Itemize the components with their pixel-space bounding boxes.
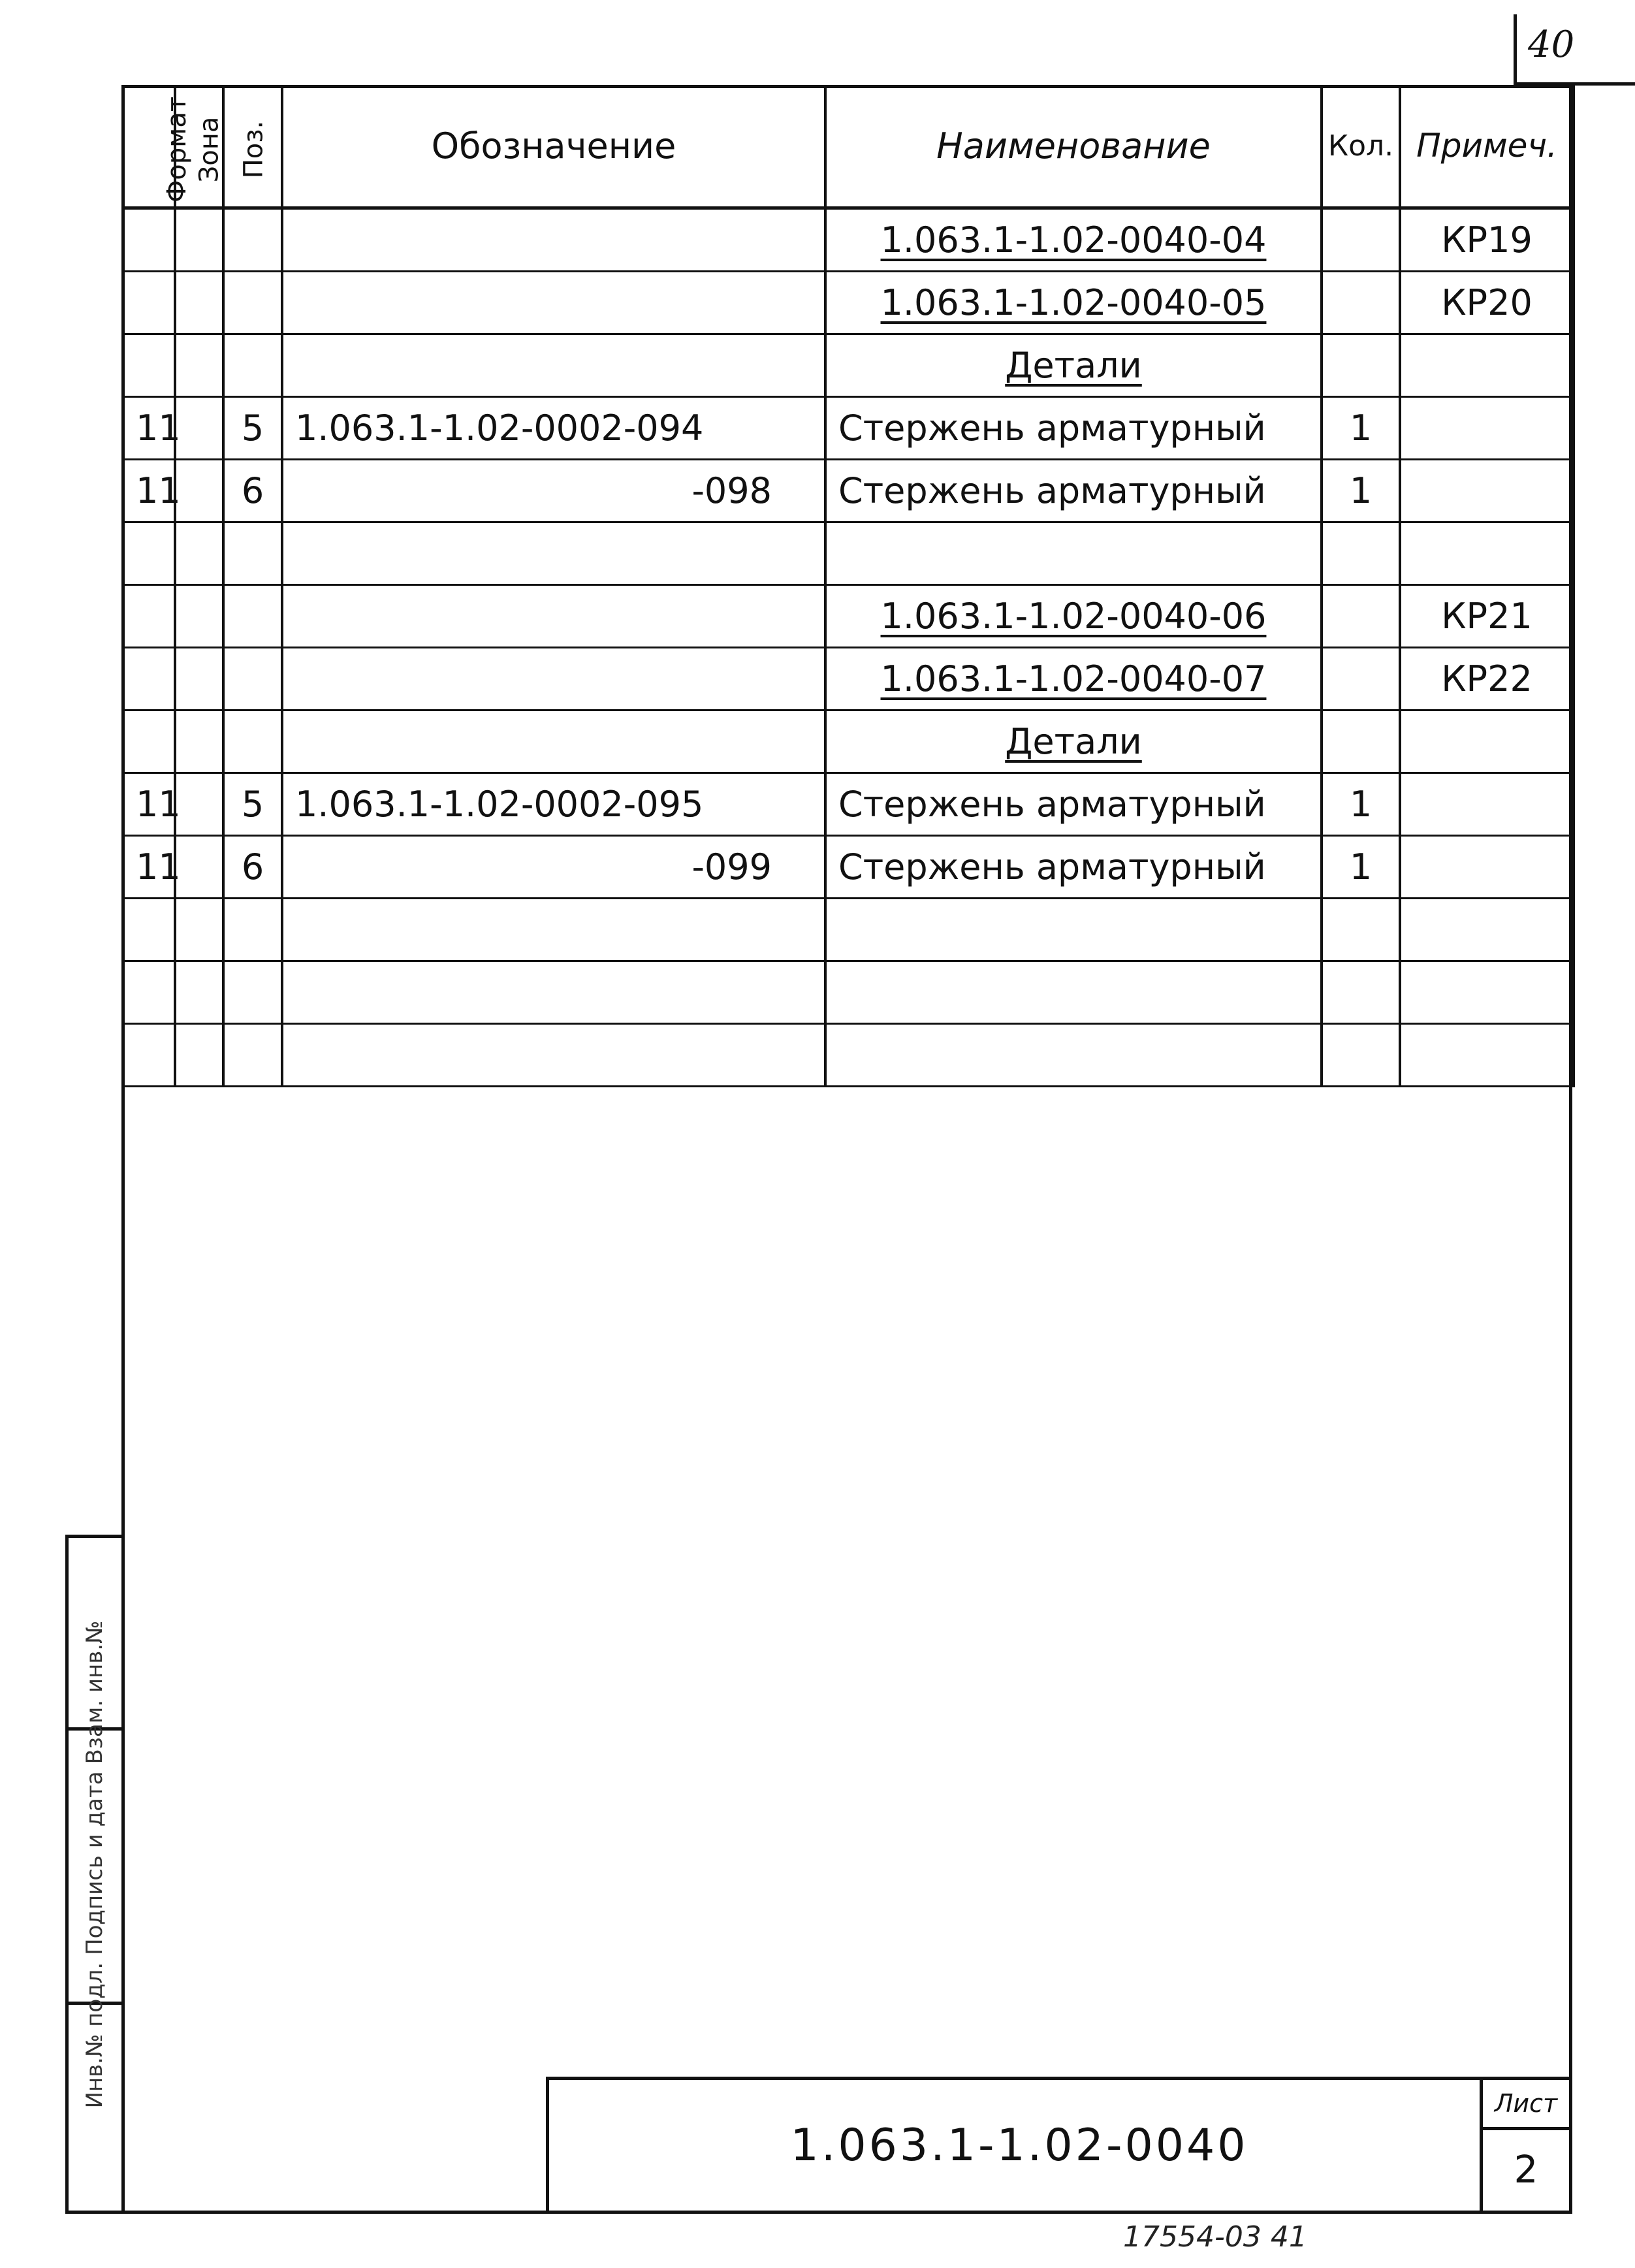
header-zone: Зона xyxy=(175,85,223,208)
table-row xyxy=(123,836,1574,899)
cell-designation xyxy=(282,648,825,711)
cell-note xyxy=(1400,899,1574,961)
cell-zone xyxy=(175,1024,223,1087)
table-body xyxy=(123,208,1574,1087)
cell-format xyxy=(123,899,175,961)
cell-format xyxy=(123,585,175,648)
sheet-label: Лист xyxy=(1483,2080,1569,2130)
side-stamp-text: Инв.№ подл. Подпись и дата Взам. инв.№ xyxy=(82,1620,108,2109)
specification-table xyxy=(121,85,1575,1087)
cell-designation: -099 xyxy=(282,836,825,899)
cell-name xyxy=(825,522,1322,585)
cell-pos xyxy=(223,585,282,648)
cell-note xyxy=(1400,773,1574,836)
cell-pos xyxy=(223,711,282,773)
cell-pos: 6 xyxy=(223,460,282,522)
cell-name: Детали xyxy=(825,334,1322,397)
cell-qty xyxy=(1322,711,1400,773)
header-designation: Обозначение xyxy=(282,85,825,208)
cell-qty: 1 xyxy=(1322,773,1400,836)
cell-format xyxy=(123,648,175,711)
cell-zone xyxy=(175,961,223,1024)
cell-name: Детали xyxy=(825,711,1322,773)
cell-note xyxy=(1400,522,1574,585)
cell-name: 1.063.1-1.02-0040-06 xyxy=(825,585,1322,648)
cell-pos: 6 xyxy=(223,836,282,899)
cell-designation xyxy=(282,334,825,397)
cell-note xyxy=(1400,836,1574,899)
cell-note xyxy=(1400,397,1574,460)
cell-zone xyxy=(175,711,223,773)
cell-qty xyxy=(1322,961,1400,1024)
cell-format xyxy=(123,1024,175,1087)
header-qty: Кол. xyxy=(1322,85,1400,208)
cell-qty xyxy=(1322,272,1400,334)
cell-pos xyxy=(223,961,282,1024)
cell-zone xyxy=(175,836,223,899)
sheet-number: 2 xyxy=(1514,2147,1538,2192)
cell-format xyxy=(123,522,175,585)
cell-note xyxy=(1400,460,1574,522)
cell-name: 1.063.1-1.02-0040-05 xyxy=(825,272,1322,334)
document-code: 1.063.1-1.02-0040 xyxy=(790,2119,1248,2171)
cell-name: Стержень арматурный xyxy=(825,836,1322,899)
cell-note: КР21 xyxy=(1400,585,1574,648)
table-header-row xyxy=(123,85,1574,208)
cell-format xyxy=(123,961,175,1024)
table-row xyxy=(123,272,1574,334)
cell-format xyxy=(123,711,175,773)
cell-note xyxy=(1400,334,1574,397)
cell-designation xyxy=(282,1024,825,1087)
footer-note: 17554-03 41 xyxy=(1123,2220,1307,2254)
sheet-cell xyxy=(1480,2080,1569,2211)
table-row xyxy=(123,648,1574,711)
cell-qty xyxy=(1322,1024,1400,1087)
cell-name xyxy=(825,899,1322,961)
header-note: Примеч. xyxy=(1400,85,1574,208)
cell-designation xyxy=(282,522,825,585)
cell-designation: -098 xyxy=(282,460,825,522)
cell-note: КР19 xyxy=(1400,208,1574,272)
page-number-line xyxy=(1514,14,1517,85)
cell-qty: 1 xyxy=(1322,460,1400,522)
cell-note xyxy=(1400,711,1574,773)
table-row xyxy=(123,522,1574,585)
cell-format: 11 xyxy=(123,397,175,460)
cell-pos xyxy=(223,1024,282,1087)
cell-note xyxy=(1400,961,1574,1024)
cell-name xyxy=(825,961,1322,1024)
table-row xyxy=(123,397,1574,460)
cell-note: КР20 xyxy=(1400,272,1574,334)
cell-zone xyxy=(175,899,223,961)
cell-qty xyxy=(1322,208,1400,272)
cell-format: 11 xyxy=(123,460,175,522)
cell-pos xyxy=(223,648,282,711)
cell-note xyxy=(1400,1024,1574,1087)
cell-designation: 1.063.1-1.02-0002-094 xyxy=(282,397,825,460)
cell-designation xyxy=(282,711,825,773)
cell-zone xyxy=(175,585,223,648)
cell-format: 11 xyxy=(123,836,175,899)
cell-qty xyxy=(1322,899,1400,961)
cell-name xyxy=(825,1024,1322,1087)
cell-designation: 1.063.1-1.02-0002-095 xyxy=(282,773,825,836)
cell-qty: 1 xyxy=(1322,397,1400,460)
side-stamp xyxy=(65,1535,121,2214)
cell-zone xyxy=(175,397,223,460)
header-name: Наименование xyxy=(825,85,1322,208)
cell-designation xyxy=(282,272,825,334)
table-row xyxy=(123,773,1574,836)
cell-pos: 5 xyxy=(223,397,282,460)
table-row xyxy=(123,961,1574,1024)
header-pos: Поз. xyxy=(223,85,282,208)
table-row xyxy=(123,899,1574,961)
cell-designation xyxy=(282,899,825,961)
title-block xyxy=(546,2077,1572,2214)
cell-name: Стержень арматурный xyxy=(825,460,1322,522)
table-row xyxy=(123,334,1574,397)
cell-zone xyxy=(175,208,223,272)
cell-format: 11 xyxy=(123,773,175,836)
cell-pos xyxy=(223,208,282,272)
cell-pos xyxy=(223,334,282,397)
cell-name: Стержень арматурный xyxy=(825,773,1322,836)
table-row xyxy=(123,460,1574,522)
table-row xyxy=(123,1024,1574,1087)
cell-zone xyxy=(175,648,223,711)
cell-note: КР22 xyxy=(1400,648,1574,711)
cell-format xyxy=(123,334,175,397)
cell-name: 1.063.1-1.02-0040-07 xyxy=(825,648,1322,711)
cell-designation xyxy=(282,585,825,648)
cell-zone xyxy=(175,522,223,585)
cell-pos xyxy=(223,522,282,585)
cell-zone xyxy=(175,272,223,334)
page-number: 40 xyxy=(1528,24,1575,66)
cell-pos xyxy=(223,272,282,334)
cell-pos xyxy=(223,899,282,961)
cell-zone xyxy=(175,334,223,397)
cell-qty xyxy=(1322,334,1400,397)
cell-format xyxy=(123,272,175,334)
cell-qty xyxy=(1322,522,1400,585)
cell-zone xyxy=(175,460,223,522)
cell-qty xyxy=(1322,648,1400,711)
cell-name: Стержень арматурный xyxy=(825,397,1322,460)
header-format: Формат xyxy=(123,85,175,208)
cell-zone xyxy=(175,773,223,836)
table-row xyxy=(123,711,1574,773)
cell-format xyxy=(123,208,175,272)
cell-pos: 5 xyxy=(223,773,282,836)
cell-qty: 1 xyxy=(1322,836,1400,899)
table-row xyxy=(123,208,1574,272)
cell-designation xyxy=(282,961,825,1024)
cell-name: 1.063.1-1.02-0040-04 xyxy=(825,208,1322,272)
cell-qty xyxy=(1322,585,1400,648)
cell-designation xyxy=(282,208,825,272)
table-row xyxy=(123,585,1574,648)
